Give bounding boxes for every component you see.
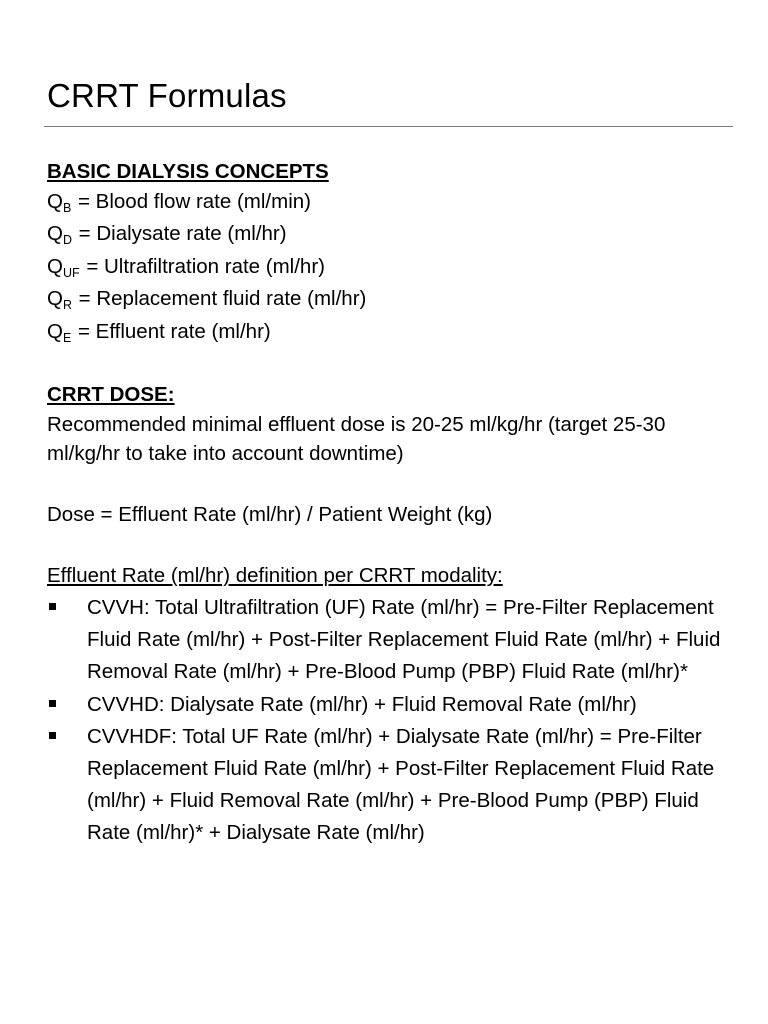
list-item-cvvhd xyxy=(47,689,732,721)
symbol-q: Q xyxy=(47,319,63,343)
definition-qe xyxy=(47,317,737,350)
symbol-subscript: R xyxy=(62,298,72,312)
square-bullet-icon xyxy=(49,700,56,707)
spacer xyxy=(47,349,737,380)
list-item-cvvhdf xyxy=(47,721,732,850)
definition-qb xyxy=(47,187,737,220)
symbol-q: Q xyxy=(47,254,63,278)
symbol-subscript: B xyxy=(62,200,72,215)
dose-formula: Dose = Effluent Rate (ml/hr) / Patient Weight (kg) xyxy=(47,502,493,526)
definition-text: = Ultrafiltration rate (ml/hr) xyxy=(80,254,325,278)
modality-list xyxy=(47,592,737,850)
symbol-q: Q xyxy=(47,287,63,310)
spacer xyxy=(47,469,737,500)
dose-recommendation: Recommended minimal effluent dose is 20-25 ml/kg/hr (target 25-30 ml/kg/hr to take into account downtime) xyxy=(47,412,666,465)
crrt-dose-heading: CRRT DOSE: xyxy=(47,383,175,406)
page-title: CRRT Formulas xyxy=(47,77,287,114)
square-bullet-icon xyxy=(49,732,56,739)
definition-text: = Effluent rate (ml/hr) xyxy=(72,319,271,343)
symbol-q: Q xyxy=(47,189,63,213)
definition-qd xyxy=(47,219,737,252)
list-item-text: CVVH: Total Ultrafiltration (UF) Rate (ml/hr) = Pre-Filter Replacement Fluid Rate (ml/hr) + Post-Filter Replacement Fluid Rate (ml/hr) + Fluid Removal Rate (ml/hr) + Pre-Blood Pump (PBP) Fluid Rate (ml/hr)* xyxy=(87,596,721,684)
square-bullet-icon xyxy=(49,603,56,610)
definition-text: = Blood flow rate (ml/min) xyxy=(72,189,311,213)
symbol-subscript: UF xyxy=(62,265,80,280)
definition-qr xyxy=(47,284,737,317)
title-divider xyxy=(44,126,733,127)
basic-concepts-heading: BASIC DIALYSIS CONCEPTS xyxy=(47,160,329,183)
symbol-q: Q xyxy=(47,222,63,245)
spacer xyxy=(47,529,737,560)
symbol-subscript: D xyxy=(62,233,72,247)
effluent-definition-heading: Effluent Rate (ml/hr) definition per CRRT modality: xyxy=(47,564,503,587)
definition-text: = Replacement fluid rate (ml/hr) xyxy=(72,287,367,310)
document-body xyxy=(47,157,737,850)
list-item-text: CVVHDF: Total UF Rate (ml/hr) + Dialysate Rate (ml/hr) = Pre-Filter Replacement Fluid Rate (ml/hr) + Post-Filter Replacement Fluid Rate (ml/hr) + Fluid Removal Rate (ml/hr) + Pre-Blood Pump (PBP) Fluid Rate (ml/hr)* + Dialysate Rate (ml/hr) xyxy=(87,724,715,845)
list-item-text: CVVHD: Dialysate Rate (ml/hr) + Fluid Removal Rate (ml/hr) xyxy=(87,692,637,716)
definition-quf xyxy=(47,252,737,285)
definition-text: = Dialysate rate (ml/hr) xyxy=(72,222,287,245)
symbol-subscript: E xyxy=(62,330,72,345)
list-item-cvvh xyxy=(47,592,732,689)
